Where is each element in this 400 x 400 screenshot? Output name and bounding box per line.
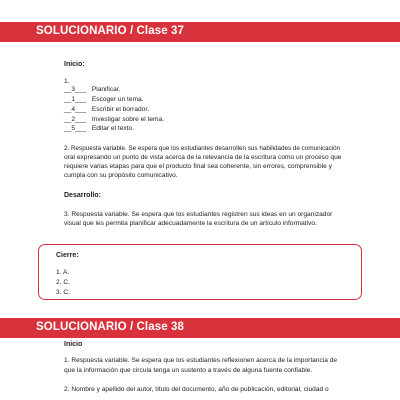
order-blank: __1___ [64, 96, 87, 103]
step-label: Investigar sobre el tema. [91, 116, 165, 123]
cierre-box [38, 244, 362, 300]
order-blank: __3___ [64, 86, 87, 93]
paragraph-line: 3. Respuesta variable. Se espera que los estudiantes registren sus ideas en un organizador [64, 211, 333, 218]
list-item [64, 125, 134, 133]
paragraph-line: que la información que circula tenga un sustento a través de alguna fuente confiable. [64, 367, 313, 374]
inicio-heading: Inicio [64, 341, 83, 348]
order-blank: __4___ [64, 106, 87, 113]
item-1-number: 1. [64, 78, 70, 85]
step-label: Editar el texto. [91, 125, 134, 132]
step-label: Planificar. [91, 86, 121, 93]
cierre-heading: Cierre: [56, 252, 79, 259]
answer-item: 1. A. [56, 269, 70, 276]
desarrollo-heading: Desarrollo: [64, 192, 101, 199]
header-banner-clase-38 [0, 318, 400, 338]
section-title: SOLUCIONARIO / Clase 38 [36, 321, 185, 333]
paragraph-line: visual que les permita planificar adecuadamente la escritura de un artículo informativo. [64, 220, 317, 227]
paragraph-line: 1. Respuesta variable. Se espera que los estudiantes reflexionen acerca de la importancia de [64, 357, 338, 364]
paragraph-line: 2. Respuesta variable. Se espera que los estudiantes desarrollen sus habilidades de comunicación [64, 145, 341, 152]
inicio-heading: Inicio: [64, 61, 85, 68]
step-label: Escoger un tema. [91, 96, 144, 103]
paragraph-line: oral expresando un punto de vista acerca de la relevancia de la escritura como un proceso que [64, 154, 342, 161]
header-banner-clase-37 [0, 22, 400, 42]
list-item [64, 96, 144, 104]
answer-item: 2. C. [56, 279, 70, 286]
order-blank: __5___ [64, 125, 87, 132]
paragraph-line: requiere varias etapas para que el producto final sea coherente, sin errores, comprensible y [64, 163, 332, 170]
answer-item: 3. C. [56, 289, 70, 296]
page-title: SOLUCIONARIO / Clase 37 [36, 25, 185, 37]
list-item [64, 106, 149, 114]
paragraph-line: cumpla con su propósito comunicativo. [64, 172, 178, 179]
paragraph-line: 2. Nombre y apellido del autor, título del documento, año de publicación, editorial, ciudad o [64, 386, 329, 393]
list-item [64, 116, 164, 124]
step-label: Escribir el borrador. [91, 106, 150, 113]
list-item [64, 86, 120, 94]
order-blank: __2___ [64, 116, 87, 123]
